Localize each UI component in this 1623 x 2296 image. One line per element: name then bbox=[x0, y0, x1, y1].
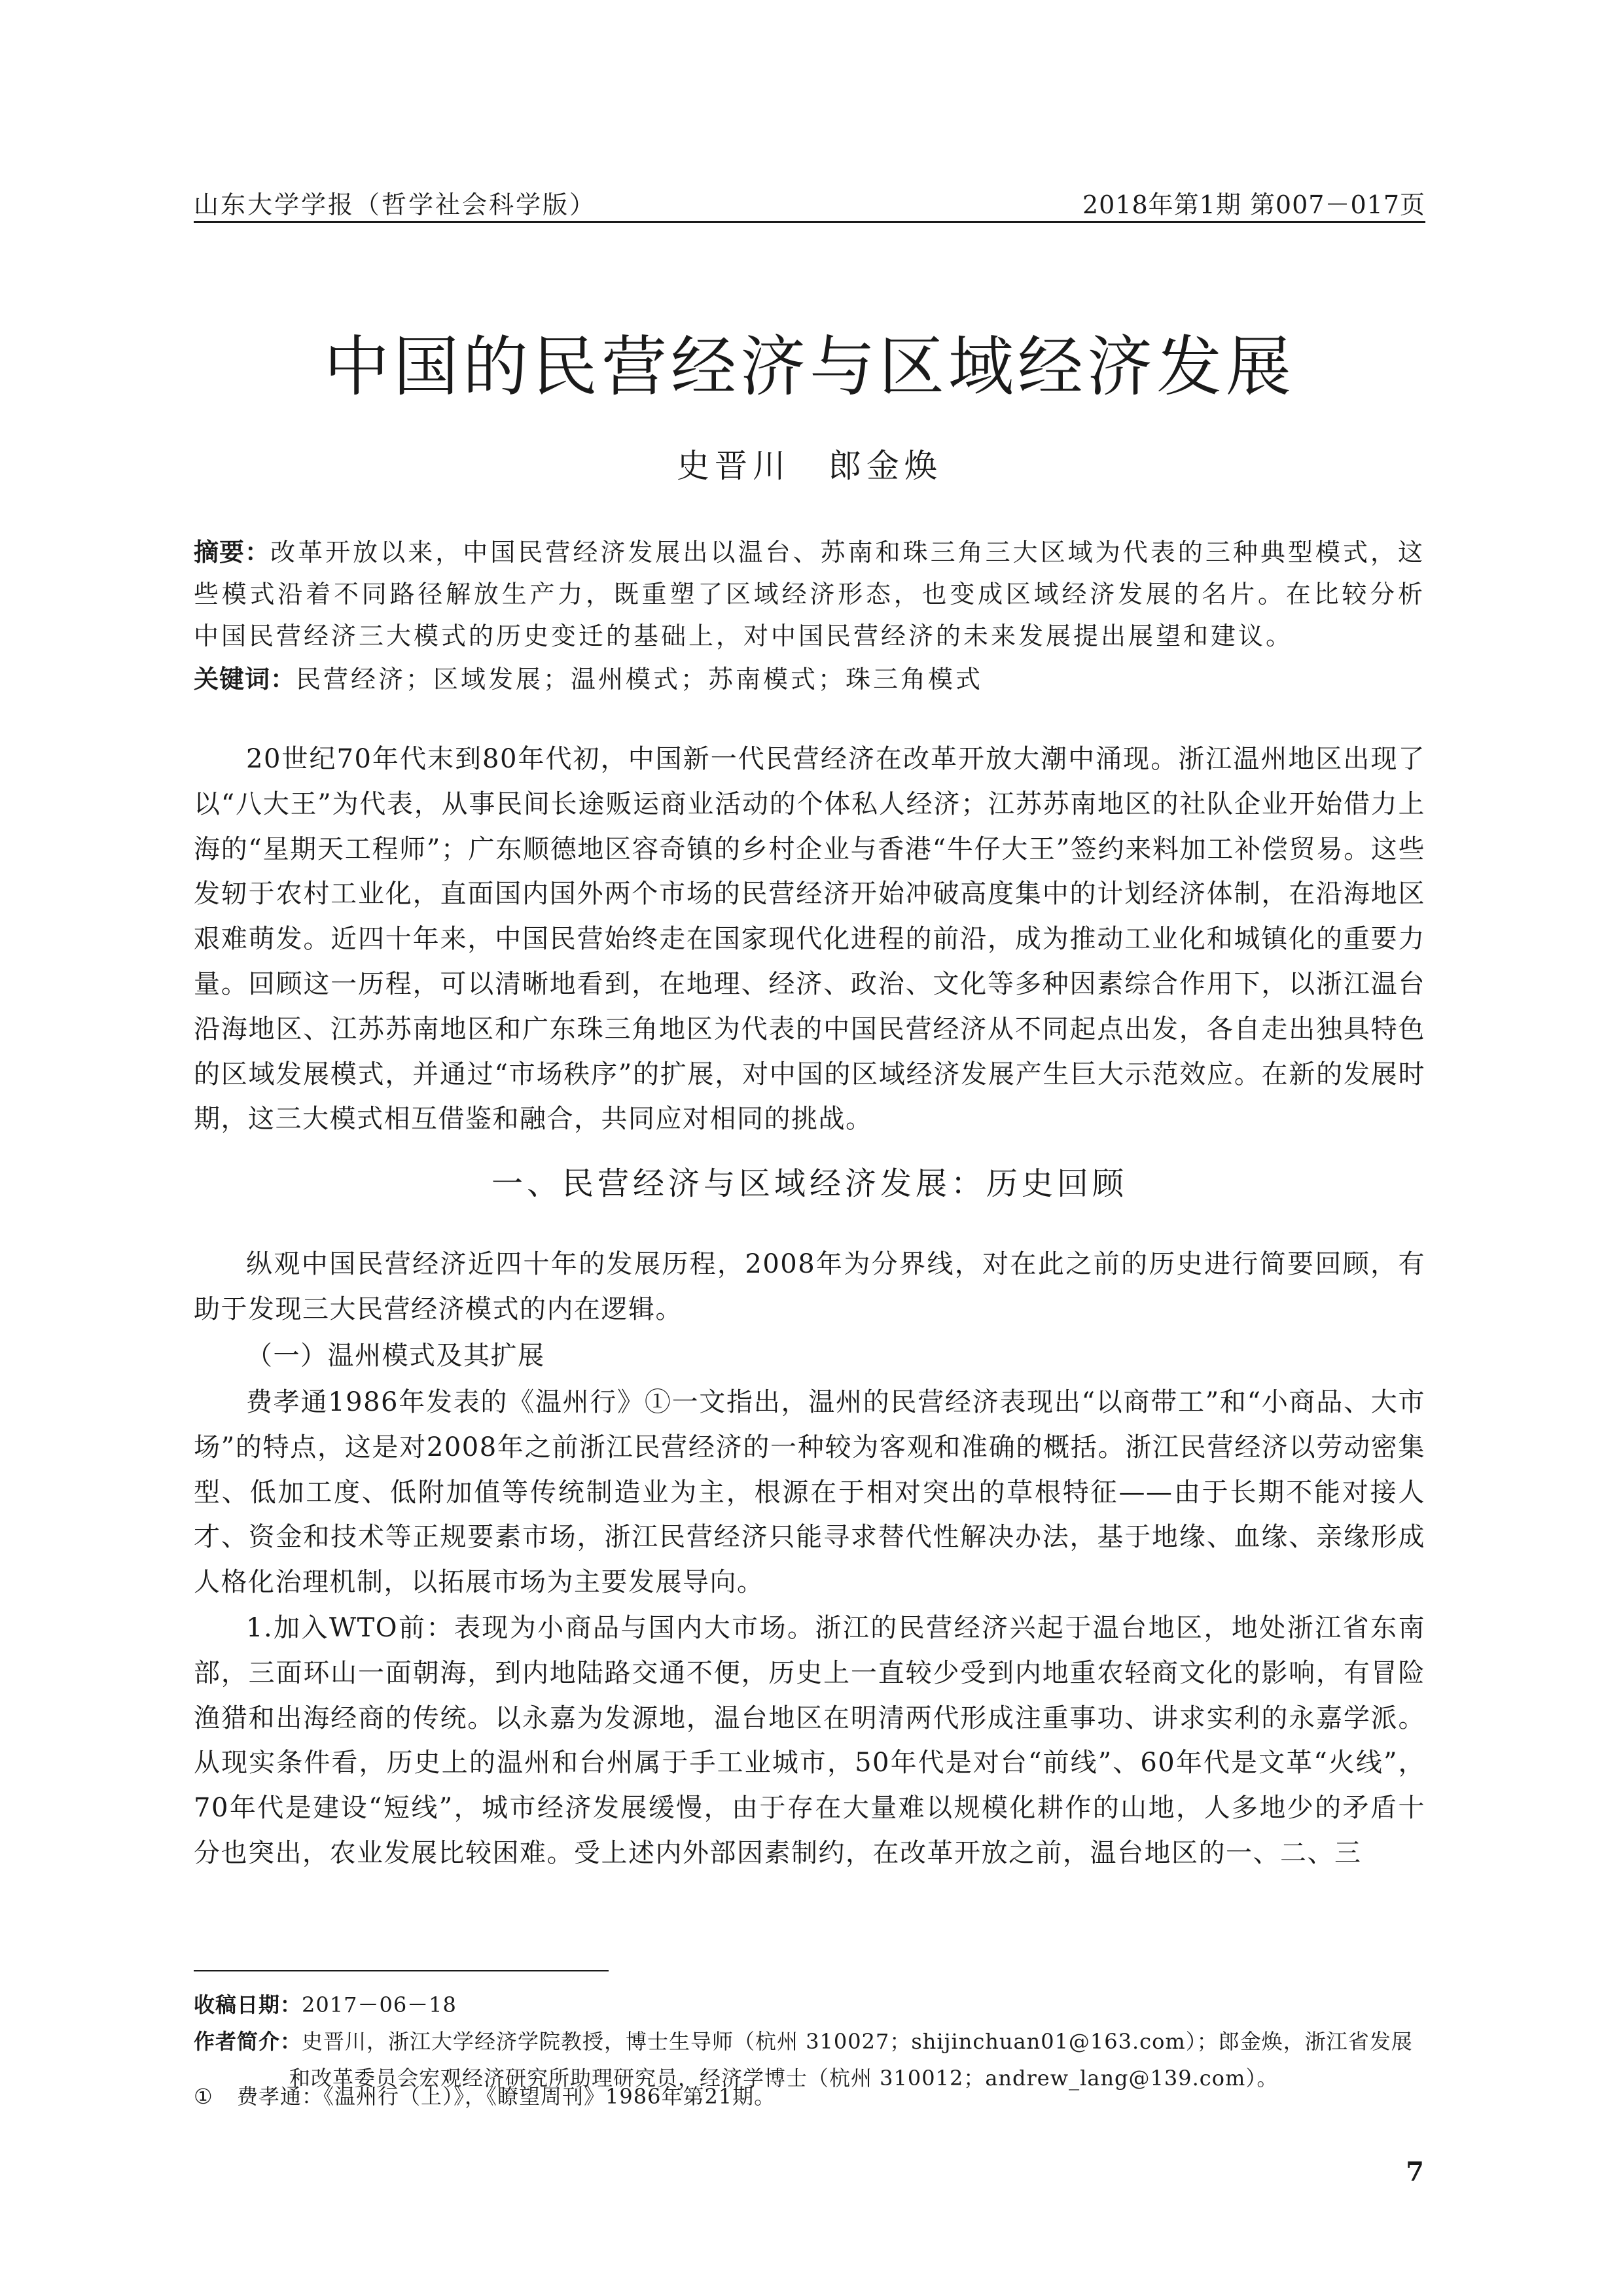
abstract-label: 摘要： bbox=[194, 538, 271, 567]
author-bio-label: 作者简介： bbox=[194, 2029, 302, 2054]
header-divider bbox=[194, 221, 1425, 223]
keywords-label: 关键词： bbox=[194, 665, 296, 694]
intro-paragraph: 20世纪70年代末到80年代初，中国新一代民营经济在改革开放大潮中涌现。浙江温州地区出现了以“八大王”为代表，从事民间长途贩运商业活动的个体私人经济；江苏苏南地区的社队企业开始借力上海的“星期天工程师”；广东顺德地区容奇镇的乡村企业与香港“牛仔大王”签约来料加工补偿贸易。这些发轫于农村工业化，直面国内国外两个市场的民营经济开始冲破高度集中的计划经济体制，在沿海地区艰难萌发。近四十年来，中国民营始终走在国家现代化进程的前沿，成为推动工业化和城镇化的重要力量。回顾这一历程，可以清晰地看到，在地理、经济、政治、文化等多种因素综合作用下，以浙江温台沿海地区、江苏苏南地区和广东珠三角地区为代表的中国民营经济从不同起点出发，各自走出独具特色的区域发展模式，并通过“市场秩序”的扩展，对中国的区域经济发展产生巨大示范效应。在新的发展时期，这三大模式相互借鉴和融合，共同应对相同的挑战。 bbox=[194, 744, 1425, 1135]
article-authors: 史晋川 郎金焕 bbox=[677, 447, 942, 485]
page-number: 7 bbox=[1406, 2157, 1424, 2187]
fei-paragraph-rest: 一文指出，温州的民营经济表现出“以商带工”和“小商品、大市场”的特点，这是对2008年之前浙江民营经济的一种较为客观和准确的概括。浙江民营经济以劳动密集型、低加工度、低附加值等传统制造业为主，根源在于相对突出的草根特征——由于长期不能对接人才、资金和技术等正规要素市场，浙江民营经济只能寻求替代性解决办法，基于地缘、血缘、亲缘形成人格化治理机制，以拓展市场为主要发展导向。 bbox=[194, 1387, 1425, 1598]
author-bio-text: 史晋川，浙江大学经济学院教授，博士生导师（杭州 310027；shijinchuan01@163.com）；郎金焕，浙江省发展和改革委员会宏观经济研究所助理研究员，经济学博士（杭州 310012；andrew_lang@139.com）。 bbox=[289, 2029, 1413, 2091]
footnote-divider bbox=[194, 1970, 609, 1971]
footnote-ref[interactable]: ① bbox=[644, 1387, 672, 1417]
keywords-text: 民营经济；区域发展；温州模式；苏南模式；珠三角模式 bbox=[296, 665, 984, 694]
footnote-mark: ① bbox=[194, 2084, 213, 2109]
section-heading: 一、民营经济与区域经济发展：历史回顾 bbox=[491, 1165, 1128, 1202]
fei-paragraph bbox=[194, 1380, 1425, 1606]
received-date bbox=[194, 1987, 1425, 2023]
footnote-text: 费孝通：《温州行（上）》，《瞭望周刊》1986年第21期。 bbox=[237, 2084, 776, 2109]
overview-paragraph: 纵观中国民营经济近四十年的发展历程，2008年为分界线，对在此之前的历史进行简要回顾，有助于发现三大民营经济模式的内在逻辑。 bbox=[194, 1249, 1425, 1324]
article-title: 中国的民营经济与区域经济发展 bbox=[324, 328, 1295, 405]
subsection-heading: （一）温州模式及其扩展 bbox=[246, 1341, 545, 1371]
fei-paragraph-start: 费孝通1986年发表的《温州行》 bbox=[246, 1387, 645, 1417]
received-value: 2017－06－18 bbox=[302, 1992, 457, 2017]
issue-info: 2018年第1期 第007－017页 bbox=[1082, 190, 1425, 219]
abstract bbox=[194, 531, 1425, 657]
footnote bbox=[194, 2078, 1425, 2115]
abstract-text: 改革开放以来，中国民营经济发展出以温台、苏南和珠三角三大区域为代表的三种典型模式，这些模式沿着不同路径解放生产力，既重塑了区域经济形态，也变成区域经济发展的名片。在比较分析中国民营经济三大模式的历史变迁的基础上，对中国民营经济的未来发展提出展望和建议。 bbox=[194, 538, 1425, 650]
wto-paragraph: 1.加入WTO前：表现为小商品与国内大市场。浙江的民营经济兴起于温台地区，地处浙江省东南部，三面环山一面朝海，到内地陆路交通不便，历史上一直较少受到内地重农轻商文化的影响，有冒险渔猎和出海经商的传统。以永嘉为发源地，温台地区在明清两代形成注重事功、讲求实利的永嘉学派。从现实条件看，历史上的温州和台州属于手工业城市，50年代是对台“前线”、60年代是文革“火线”，70年代是建设“短线”，城市经济发展缓慢，由于存在大量难以规模化耕作的山地，人多地少的矛盾十分也突出，农业发展比较困难。受上述内外部因素制约，在改革开放之前，温台地区的一、二、三 bbox=[194, 1613, 1425, 1868]
received-label: 收稿日期： bbox=[194, 1992, 302, 2017]
journal-name: 山东大学学报（哲学社会科学版） bbox=[194, 190, 597, 219]
keywords bbox=[194, 658, 1425, 700]
